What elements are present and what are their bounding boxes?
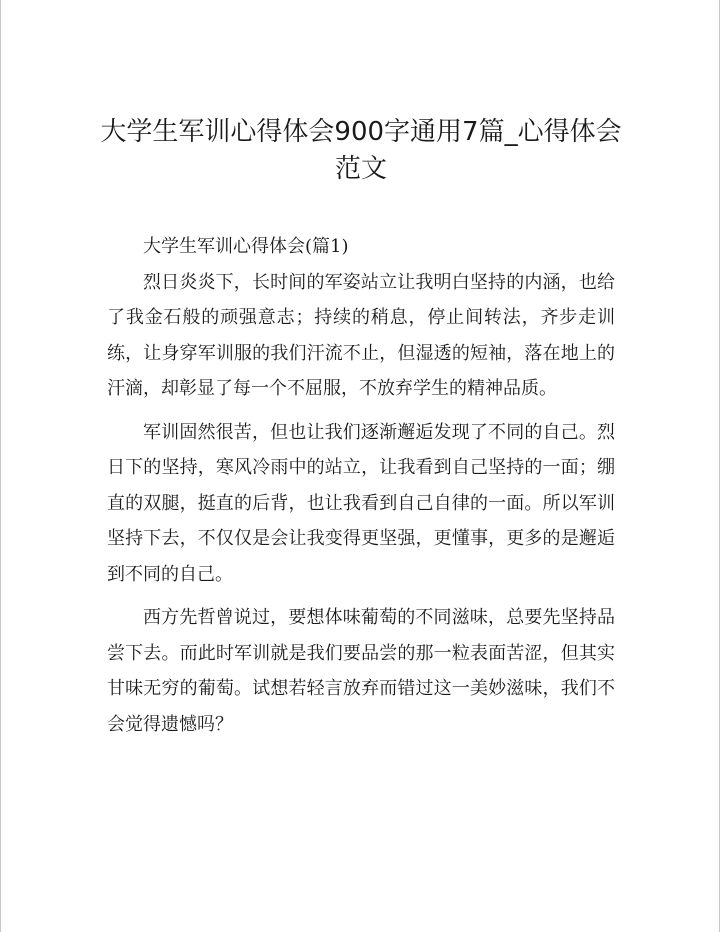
- document-title: 大学生军训心得体会900字通用7篇_心得体会范文: [100, 117, 622, 184]
- paragraph-2: 军训固然很苦，但也让我们逐渐邂逅发现了不同的自己。烈日下的坚持，寒风冷雨中的站立，让我看到自己坚持的一面；绷直的双腿，挺直的后背，也让我看到自己自律的一面。所以军训坚持下去，不仅仅是会让我变得更坚强，更懂事，更多的是邂逅到不同的自己。: [107, 421, 615, 585]
- paragraph-3: 西方先哲曾说过，要想体味葡萄的不同滋味，总要先坚持品尝下去。而此时军训就是我们要品尝的那一粒表面苦涩，但其实甘味无穷的葡萄。试想若轻言放弃而错过这一美妙滋味，我们不会觉得遗憾吗？: [107, 607, 615, 735]
- paragraph-1: 烈日炎炎下，长时间的军姿站立让我明白坚持的内涵，也给了我金石般的顽强意志；持续的稍息，停止间转法，齐步走训练，让身穿军训服的我们汗流不止，但湿透的短袖，落在地上的汗滴，却彰显了每一个不屈服，不放弃学生的精神品质。: [107, 271, 615, 399]
- document-body: [107, 229, 615, 742]
- section-heading: 大学生军训心得体会(篇1): [143, 236, 349, 257]
